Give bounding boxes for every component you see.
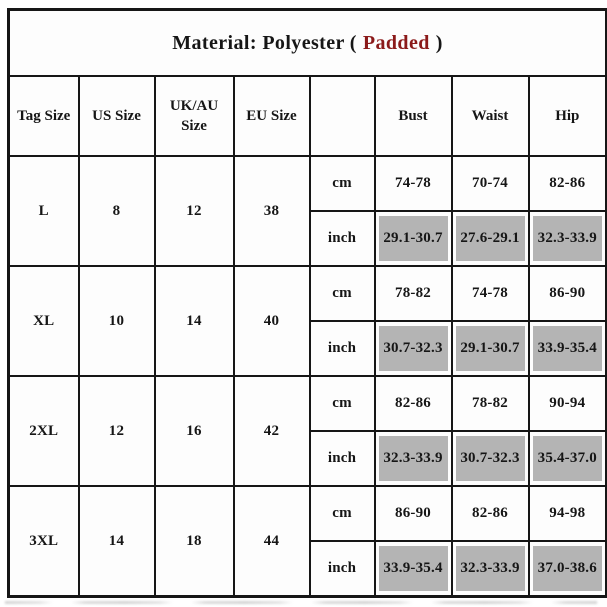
unit-label-inch: inch — [310, 541, 375, 597]
hip-inch-cell — [529, 431, 607, 486]
waist-inch-value: 30.7-32.3 — [456, 436, 525, 481]
uk-au-size-cell: 18 — [155, 486, 234, 597]
col-header-eu-size: EU Size — [234, 76, 310, 156]
tag-size-cell: XL — [9, 266, 79, 376]
hip-cm-value: 94-98 — [529, 486, 607, 541]
col-header-us-size: US Size — [79, 76, 155, 156]
hip-inch-value: 33.9-35.4 — [533, 326, 603, 371]
waist-cm-value: 74-78 — [452, 266, 529, 321]
waist-inch-value: 32.3-33.9 — [456, 546, 525, 591]
bust-inch-cell — [375, 321, 452, 376]
eu-size-cell: 40 — [234, 266, 310, 376]
col-header-waist: Waist — [452, 76, 529, 156]
bust-cm-value: 78-82 — [375, 266, 452, 321]
hip-inch-cell — [529, 541, 607, 597]
hip-inch-cell — [529, 211, 607, 266]
scan-artifact-line — [5, 601, 597, 604]
waist-cm-value: 82-86 — [452, 486, 529, 541]
eu-size-cell: 42 — [234, 376, 310, 486]
uk-au-size-cell: 12 — [155, 156, 234, 266]
waist-inch-value: 29.1-30.7 — [456, 326, 525, 371]
eu-size-cell: 38 — [234, 156, 310, 266]
unit-label-cm: cm — [310, 156, 375, 211]
bust-inch-value: 29.1-30.7 — [379, 216, 448, 261]
waist-inch-cell — [452, 321, 529, 376]
us-size-cell: 8 — [79, 156, 155, 266]
us-size-cell: 10 — [79, 266, 155, 376]
material-title-prefix: Material: Polyester ( — [172, 31, 357, 54]
bust-inch-value: 32.3-33.9 — [379, 436, 448, 481]
hip-cm-value: 90-94 — [529, 376, 607, 431]
material-title-suffix: ) — [435, 31, 443, 54]
hip-inch-cell — [529, 321, 607, 376]
table-row — [9, 156, 607, 211]
unit-label-inch: inch — [310, 431, 375, 486]
col-header-bust: Bust — [375, 76, 452, 156]
tag-size-cell: 2XL — [9, 376, 79, 486]
uk-au-size-cell: 14 — [155, 266, 234, 376]
waist-inch-cell — [452, 431, 529, 486]
unit-label-cm: cm — [310, 376, 375, 431]
us-size-cell: 12 — [79, 376, 155, 486]
tag-size-cell: L — [9, 156, 79, 266]
col-header-tag-size: Tag Size — [9, 76, 79, 156]
material-title — [9, 10, 607, 77]
bust-inch-value: 33.9-35.4 — [379, 546, 448, 591]
bust-cm-value: 74-78 — [375, 156, 452, 211]
unit-label-cm: cm — [310, 266, 375, 321]
table-row — [9, 376, 607, 431]
waist-inch-cell — [452, 211, 529, 266]
size-chart-table — [7, 8, 607, 598]
padded-highlight: Padded — [362, 31, 430, 54]
bust-inch-cell — [375, 211, 452, 266]
col-header-uk-au-size: UK/AU Size — [155, 76, 234, 156]
hip-cm-value: 86-90 — [529, 266, 607, 321]
hip-inch-value: 35.4-37.0 — [533, 436, 603, 481]
waist-inch-value: 27.6-29.1 — [456, 216, 525, 261]
eu-size-cell: 44 — [234, 486, 310, 597]
bust-cm-value: 82-86 — [375, 376, 452, 431]
hip-inch-value: 32.3-33.9 — [533, 216, 603, 261]
table-row — [9, 266, 607, 321]
hip-inch-value: 37.0-38.6 — [533, 546, 603, 591]
tag-size-cell: 3XL — [9, 486, 79, 597]
unit-label-inch: inch — [310, 321, 375, 376]
uk-au-size-cell: 16 — [155, 376, 234, 486]
hip-cm-value: 82-86 — [529, 156, 607, 211]
bust-inch-cell — [375, 431, 452, 486]
bust-inch-value: 30.7-32.3 — [379, 326, 448, 371]
waist-cm-value: 70-74 — [452, 156, 529, 211]
col-header-hip: Hip — [529, 76, 607, 156]
unit-label-cm: cm — [310, 486, 375, 541]
waist-cm-value: 78-82 — [452, 376, 529, 431]
us-size-cell: 14 — [79, 486, 155, 597]
unit-label-inch: inch — [310, 211, 375, 266]
bust-inch-cell — [375, 541, 452, 597]
col-header-unit — [310, 76, 375, 156]
bust-cm-value: 86-90 — [375, 486, 452, 541]
table-title-row — [9, 10, 607, 77]
waist-inch-cell — [452, 541, 529, 597]
table-header-row — [9, 76, 607, 156]
table-row — [9, 486, 607, 541]
